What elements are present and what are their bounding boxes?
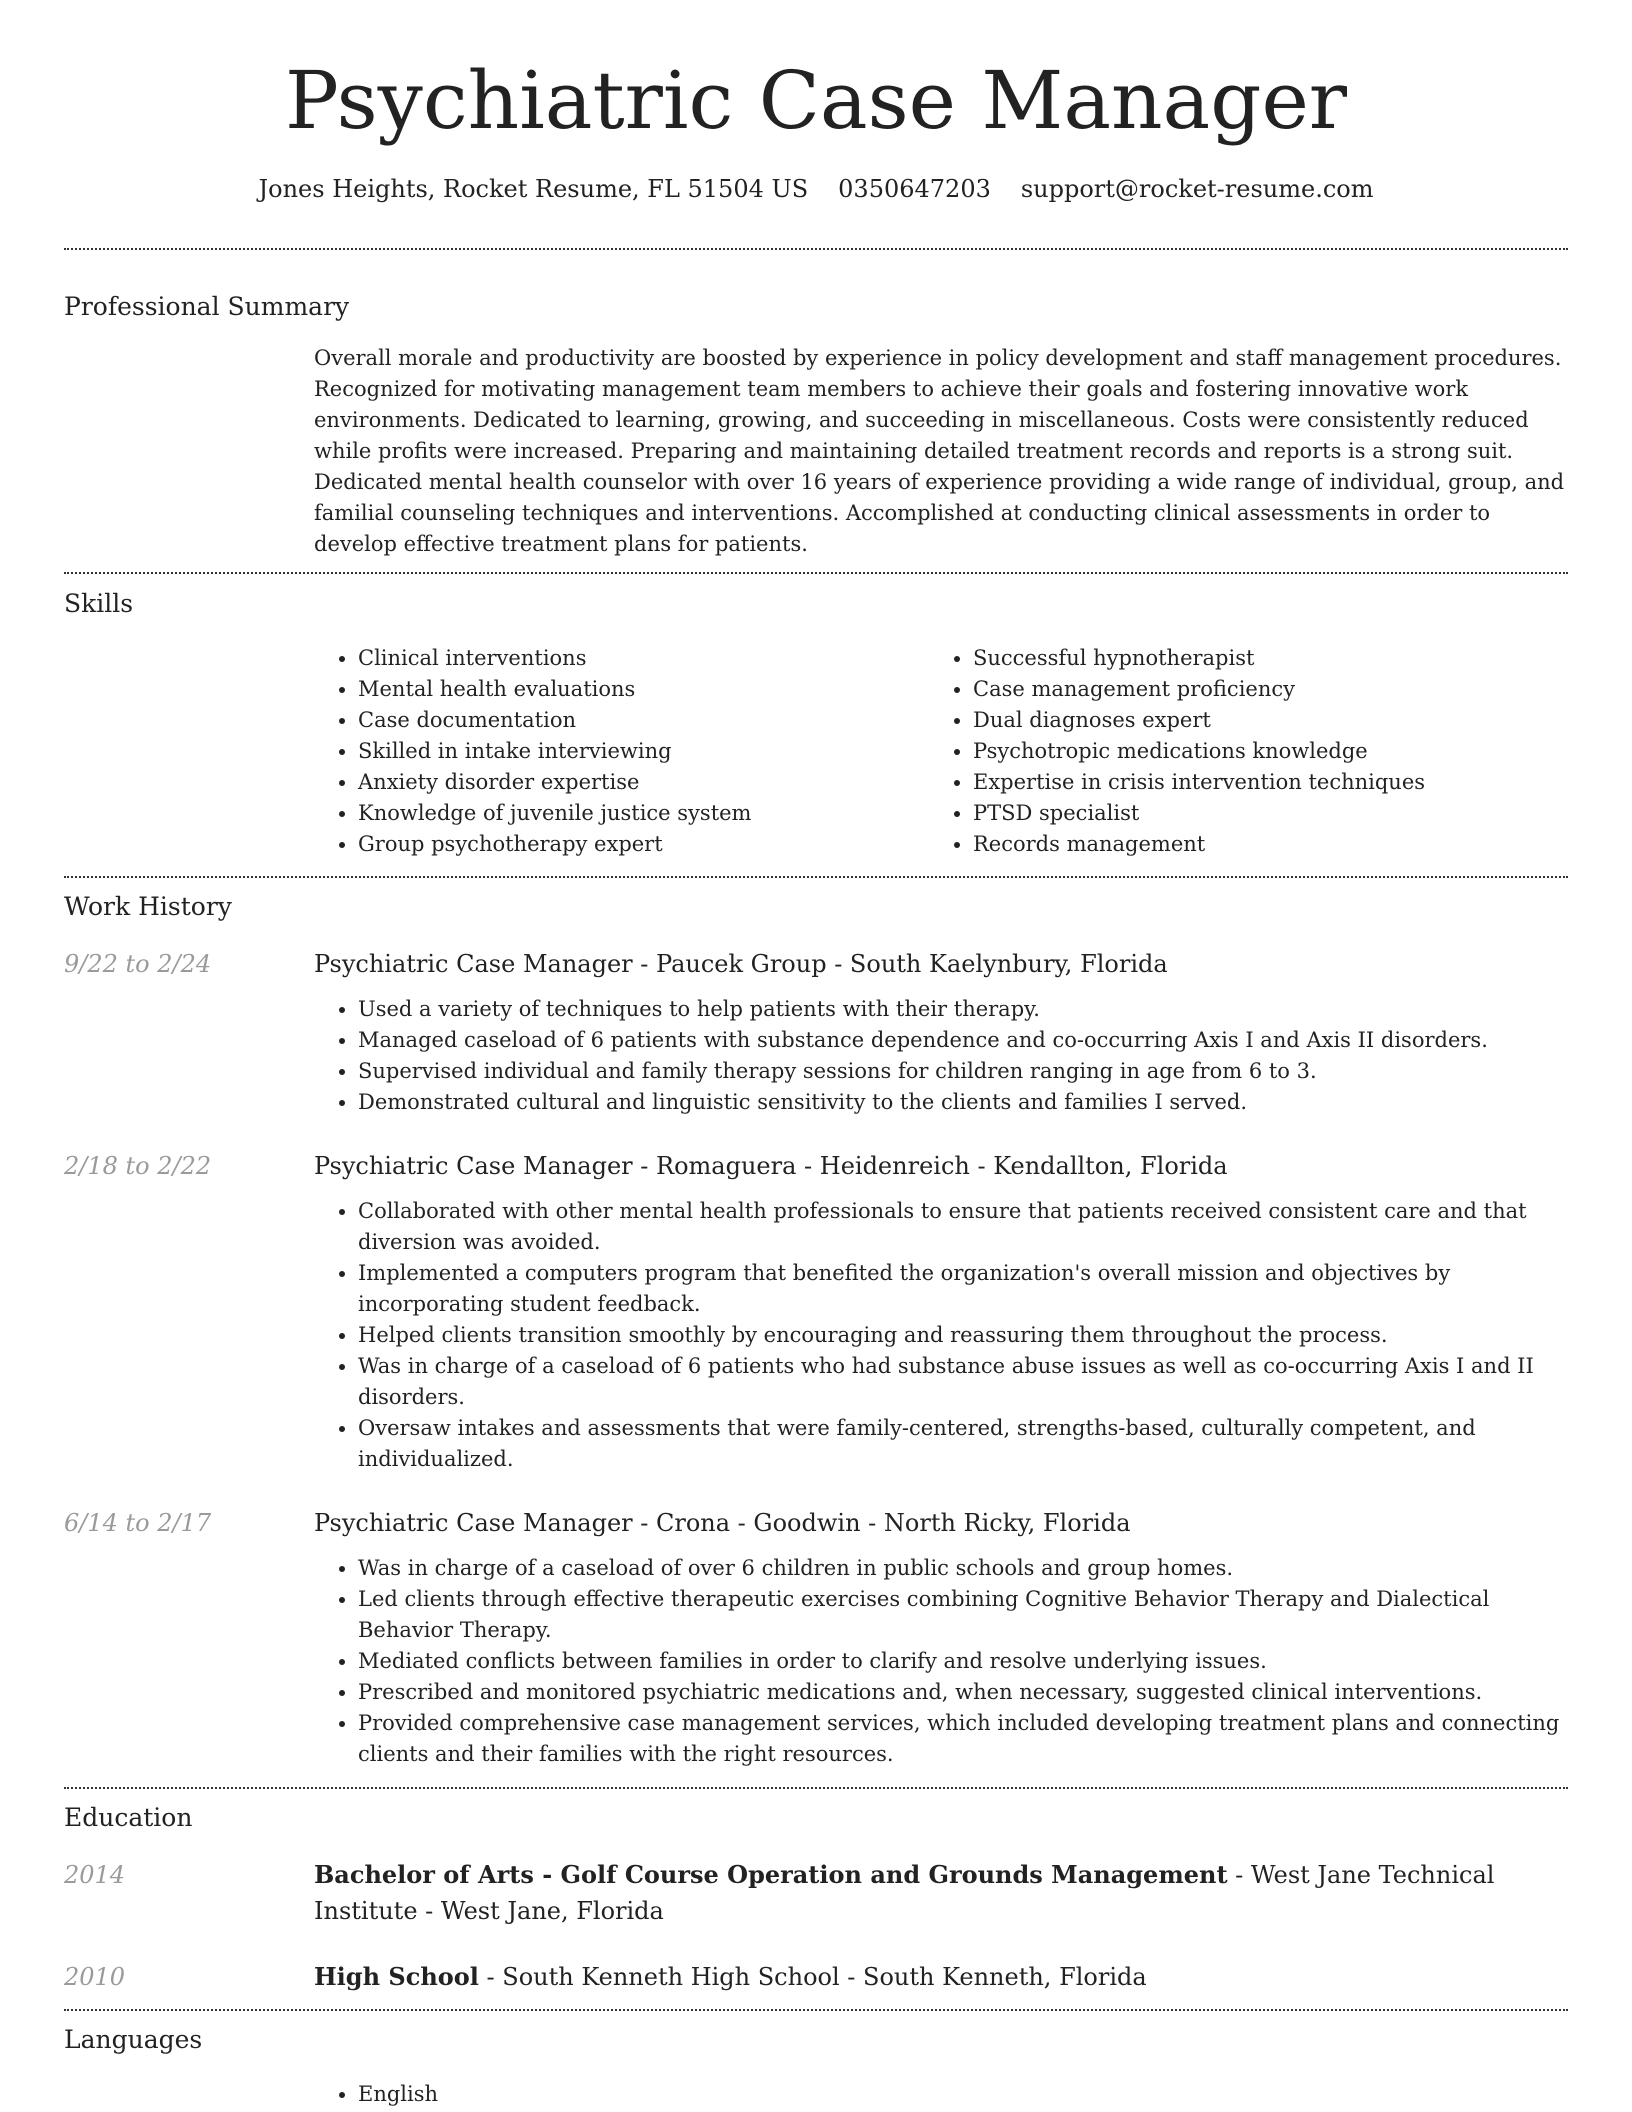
- job-bullet: • Supervised individual and family therapy sessions for children ranging in age from 6 to 3.: [358, 1056, 1568, 1087]
- job-entry: [64, 946, 1568, 982]
- skills-list-right: [929, 643, 1543, 860]
- education-school: - South Kenneth High School - South Kenneth, Florida: [478, 1963, 1147, 1991]
- job-bullets: [314, 994, 1568, 1118]
- section-divider: [64, 1787, 1568, 1789]
- education-year: 2010: [64, 1963, 126, 1991]
- summary-heading: Professional Summary: [64, 292, 350, 321]
- languages-heading: Languages: [64, 2025, 203, 2054]
- section-divider: [64, 572, 1568, 574]
- job-dates: 2/18 to 2/22: [64, 1152, 212, 1180]
- education-entry: [64, 1959, 1568, 1995]
- job-bullet: • Was in charge of a caseload of over 6 children in public schools and group homes.: [358, 1553, 1568, 1584]
- skill-item: • Expertise in crisis intervention techniques: [973, 767, 1543, 798]
- job-bullet: • Prescribed and monitored psychiatric medications and, when necessary, suggested clinical interventions.: [358, 1677, 1568, 1708]
- skill-item: • Records management: [973, 829, 1543, 860]
- job-entry: [64, 1505, 1568, 1541]
- contact-email: support@rocket-resume.com: [1020, 175, 1374, 203]
- skill-item: • Psychotropic medications knowledge: [973, 736, 1543, 767]
- languages-wrap: [314, 2079, 1568, 2110]
- job-bullet: • Mediated conflicts between families in order to clarify and resolve underlying issues.: [358, 1646, 1568, 1677]
- section-divider: [64, 876, 1568, 878]
- job-entry: [64, 1148, 1568, 1184]
- contact-phone: 0350647203: [838, 175, 991, 203]
- job-title: Psychiatric Case Manager - Paucek Group - South Kaelynbury, Florida: [314, 950, 1168, 978]
- skill-item: • Knowledge of juvenile justice system: [358, 798, 929, 829]
- skill-item: • Group psychotherapy expert: [358, 829, 929, 860]
- skill-item: • Case documentation: [358, 705, 929, 736]
- skill-item: • Dual diagnoses expert: [973, 705, 1543, 736]
- skills-list-left: [314, 643, 929, 860]
- skill-item: • Successful hypnotherapist: [973, 643, 1543, 674]
- section-divider: [64, 248, 1568, 250]
- job-dates: 9/22 to 2/24: [64, 950, 212, 978]
- skills-heading: Skills: [64, 589, 134, 618]
- contact-line: [64, 174, 1568, 204]
- education-degree: High School: [314, 1962, 479, 1991]
- job-title: Psychiatric Case Manager - Crona - Goodwin - North Ricky, Florida: [314, 1509, 1131, 1537]
- job-bullets-wrap: [314, 1553, 1568, 1770]
- education-detail: [314, 1959, 1147, 1995]
- languages-list: [314, 2079, 1568, 2110]
- job-bullet: • Was in charge of a caseload of 6 patients who had substance abuse issues as well as co-occurring Axis I and II disorders.: [358, 1351, 1568, 1413]
- job-bullets: [314, 1553, 1568, 1770]
- resume-name-title: Psychiatric Case Manager: [284, 54, 1348, 147]
- skill-item: • Skilled in intake interviewing: [358, 736, 929, 767]
- education-heading: Education: [64, 1803, 193, 1832]
- job-bullet: • Led clients through effective therapeutic exercises combining Cognitive Behavior Therapy and Dialectical Behavior Therapy.: [358, 1584, 1568, 1646]
- skill-item: • Mental health evaluations: [358, 674, 929, 705]
- language-item: • English: [358, 2079, 1568, 2110]
- job-bullet: • Helped clients transition smoothly by encouraging and reassuring them throughout the process.: [358, 1320, 1568, 1351]
- job-bullets: [314, 1196, 1568, 1475]
- section-divider: [64, 2009, 1568, 2011]
- job-bullet: • Used a variety of techniques to help patients with their therapy.: [358, 994, 1568, 1025]
- education-degree: Bachelor of Arts - Golf Course Operation and Grounds Management: [314, 1860, 1228, 1889]
- education-year: 2014: [64, 1861, 126, 1889]
- education-school: - West Jane Technical Institute - West Jane, Florida: [314, 1861, 1495, 1925]
- job-bullets-wrap: [314, 1196, 1568, 1475]
- job-title: Psychiatric Case Manager - Romaguera - Heidenreich - Kendallton, Florida: [314, 1152, 1228, 1180]
- skill-item: • Clinical interventions: [358, 643, 929, 674]
- job-bullet: • Demonstrated cultural and linguistic sensitivity to the clients and families I served.: [358, 1087, 1568, 1118]
- job-bullet: • Collaborated with other mental health professionals to ensure that patients received consistent care and that diversion was avoided.: [358, 1196, 1568, 1258]
- job-dates: 6/14 to 2/17: [64, 1509, 212, 1537]
- education-entry: [64, 1857, 1568, 1929]
- resume-page: [64, 0, 1568, 2110]
- work-heading: Work History: [64, 892, 232, 921]
- education-detail: [314, 1857, 1568, 1929]
- skill-item: • Case management proficiency: [973, 674, 1543, 705]
- skill-item: • Anxiety disorder expertise: [358, 767, 929, 798]
- job-bullet: • Managed caseload of 6 patients with substance dependence and co-occurring Axis I and Axis II disorders.: [358, 1025, 1568, 1056]
- job-bullet: • Provided comprehensive case management services, which included developing treatment plans and connecting clients and their families with the right resources.: [358, 1708, 1568, 1770]
- contact-address: Jones Heights, Rocket Resume, FL 51504 US: [258, 175, 809, 203]
- skills-columns: [314, 643, 1568, 860]
- job-bullets-wrap: [314, 994, 1568, 1118]
- job-bullet: • Implemented a computers program that benefited the organization's overall mission and objectives by incorporating student feedback.: [358, 1258, 1568, 1320]
- summary-text: Overall morale and productivity are boosted by experience in policy development and staff management procedures. Recognized for motivating management team members to achieve their goals and fostering innovative work environments. Dedicated to learning, growing, and succeeding in miscellaneous. Costs were consistently reduced while profits were increased. Preparing and maintaining detailed treatment records and reports is a strong suit. Dedicated mental health counselor with over 16 years of experience providing a wide range of individual, group, and familial counseling techniques and interventions. Accomplished at conducting clinical assessments in order to develop effective treatment plans for patients.: [314, 346, 1565, 556]
- job-bullet: • Oversaw intakes and assessments that were family-centered, strengths-based, culturally competent, and individualized.: [358, 1413, 1568, 1475]
- skill-item: • PTSD specialist: [973, 798, 1543, 829]
